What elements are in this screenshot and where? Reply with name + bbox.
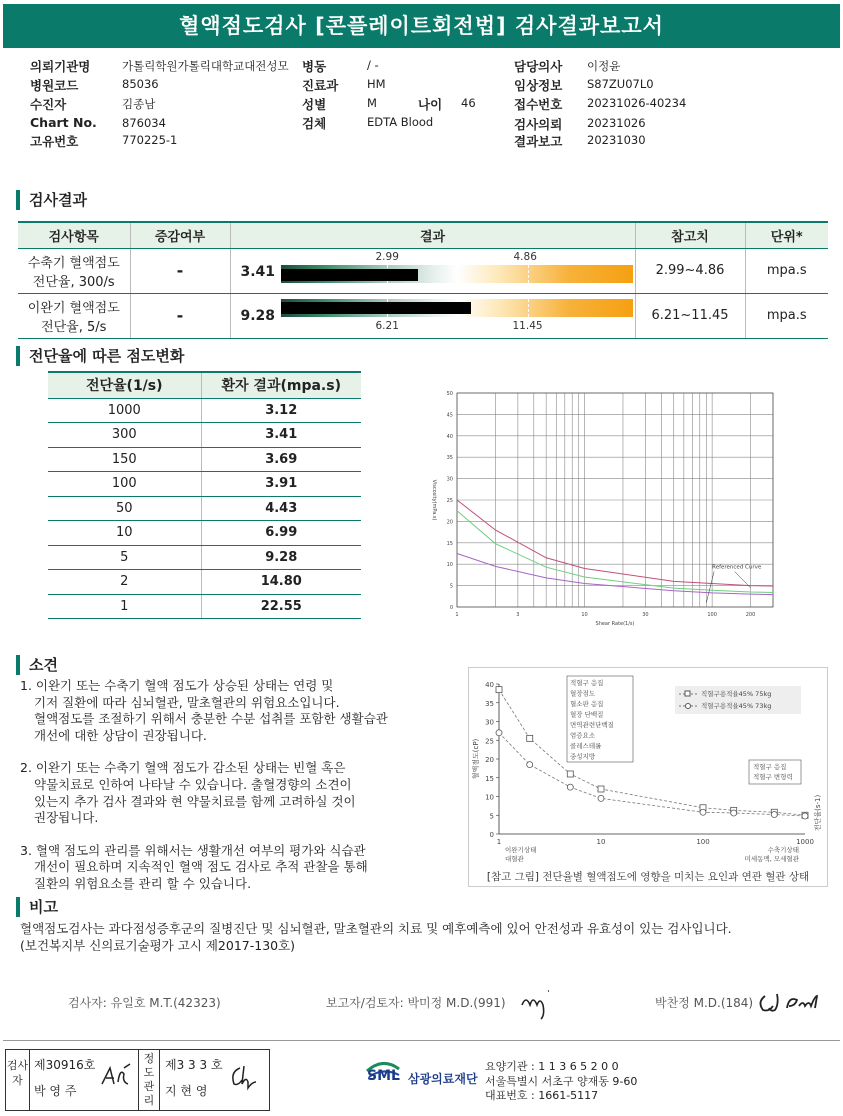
table-row	[48, 496, 361, 521]
item-name	[18, 293, 130, 338]
x-tick-label: 1	[455, 612, 459, 618]
table-row	[48, 570, 361, 595]
remark-line: 혈액점도검사는 과다점성증후군의 질병진단 및 심뇌혈관, 말초혈관의 치료 및 예후예측에 있어 안전성과 유효성이 있는 검사입니다.	[20, 921, 732, 936]
unique-label: 고유번호	[30, 134, 79, 149]
org-contact	[485, 1060, 637, 1104]
scale-low-label: 2.99	[375, 250, 399, 263]
opinion-item	[20, 678, 388, 744]
unit-cell: mpa.s	[745, 248, 828, 293]
shear-rate-cell: 150	[48, 447, 201, 472]
x-tick-label: 100	[696, 838, 710, 846]
clinical-label: 임상정보	[514, 78, 563, 93]
logo-text: SML	[367, 1068, 400, 1084]
receipt-value: 20231026-40234	[587, 96, 687, 110]
clinical-value: S87ZU07L0	[587, 77, 654, 91]
patient-result-cell: 22.55	[201, 594, 361, 619]
qc-label: 정도관리	[138, 1050, 160, 1110]
results-table	[18, 221, 828, 339]
shear-table	[48, 371, 361, 619]
patient-result-cell: 3.69	[201, 447, 361, 472]
age-label: 나이	[418, 97, 443, 112]
factor-item: 적혈구 응집	[570, 679, 604, 687]
x-tick-label: 200	[745, 612, 756, 618]
tester-name: 박 영 주	[34, 1084, 77, 1098]
y-tick-label: 25	[485, 737, 494, 746]
tester-license: 제30916호	[34, 1058, 96, 1072]
factor-item: 면역관련단백질	[570, 721, 614, 729]
table-row	[48, 521, 361, 546]
y-tick-label: 40	[446, 433, 453, 440]
legend-label: 적혈구용적율45% 73kg	[701, 702, 772, 710]
y-tick-label: 25	[446, 498, 453, 504]
license-box	[5, 1049, 270, 1111]
shear-rate-cell: 1	[48, 594, 201, 619]
data-point	[567, 771, 573, 777]
table-row	[48, 545, 361, 570]
result-bar-fill	[281, 269, 418, 281]
data-point	[771, 812, 777, 818]
phone-number: 대표번호 : 1661-5117	[485, 1089, 599, 1102]
patient-result-cell: 3.12	[201, 398, 361, 423]
table-row	[48, 398, 361, 423]
dept-value: HM	[367, 77, 386, 91]
x-right-label: 수축기상태	[767, 846, 799, 854]
flag-cell: -	[130, 248, 230, 293]
doctor-signature: 박찬정 M.D.(184)	[655, 996, 754, 1010]
right-factor-item: 적혈구 변형력	[753, 773, 793, 781]
specimen-value: EDTA Blood	[367, 115, 434, 129]
receipt-label: 접수번호	[514, 97, 563, 112]
opinion-line: 약물치료로 인하여 나타날 수 있습니다. 출혈경향의 소견이	[34, 776, 352, 792]
report-title: 혈액점도검사 [콘플레이트회전법] 검사결과보고서	[3, 4, 840, 48]
legend-marker	[685, 691, 690, 696]
sml-logo-icon	[363, 1057, 403, 1091]
hospital-label: 의뢰기관명	[30, 59, 91, 74]
unit-cell: mpa.s	[745, 293, 828, 338]
referenced-curve-label: Referenced Curve	[712, 564, 762, 571]
item-line: 수축기 혈액점도	[27, 255, 120, 271]
shear-rate-cell: 5	[48, 545, 201, 570]
specimen-label: 검체	[302, 116, 327, 131]
patient-result-cell: 3.41	[201, 423, 361, 448]
opinion-item	[20, 760, 388, 826]
patient-result-cell: 6.99	[201, 521, 361, 546]
y-tick-label: 5	[449, 583, 453, 590]
qc-name: 지 현 영	[165, 1084, 208, 1098]
x-axis-label: Shear Rate(1/s)	[595, 621, 635, 627]
table-row	[18, 248, 828, 293]
ref-cell: 2.99~4.86	[635, 248, 745, 293]
series-line	[457, 511, 773, 593]
right-factor-item: 적혈구 응집	[753, 763, 787, 771]
opinion-section-title: 소견	[16, 655, 58, 675]
y-tick-label: 10	[446, 562, 453, 569]
col-header-shear: 전단율(1/s)	[48, 372, 201, 398]
x-tick-label: 1	[496, 838, 502, 846]
y-axis-label: Viscosity(mPa.s)	[431, 479, 437, 521]
y-tick-label: 35	[485, 699, 494, 708]
doctor-label: 담당의사	[514, 59, 563, 74]
result-range-bar	[281, 299, 633, 317]
org-name: 삼광의료재단	[408, 1072, 478, 1086]
unique-value: 770225-1	[122, 133, 178, 147]
y-tick-label: 15	[446, 540, 453, 547]
y-tick-label: 50	[446, 391, 453, 397]
x-tick-label: 10	[596, 838, 606, 846]
stamp-signature	[98, 1060, 134, 1090]
dept-label: 진료과	[302, 78, 339, 93]
tester-label: 검사자	[6, 1050, 30, 1110]
data-point	[731, 810, 737, 816]
opinion-line: 2. 이완기 또는 수축기 혈액 점도가 감소된 상태는 빈혈 혹은	[20, 760, 346, 776]
remark-line: (보건복지부 신의료기술평가 고시 제2017-130호)	[20, 937, 296, 953]
factor-item: 혈장점도	[570, 689, 596, 698]
opinion-item	[20, 843, 388, 893]
opinion-line: 기저 질환에 따라 심뇌혈관, 말초혈관의 위험요소입니다.	[34, 694, 340, 710]
table-row	[48, 472, 361, 497]
factor-item: 염증요소	[570, 731, 596, 740]
table-row	[48, 447, 361, 472]
table-row	[48, 423, 361, 448]
data-point	[567, 784, 573, 790]
y-tick-label: 15	[485, 774, 494, 783]
data-point	[496, 730, 502, 736]
item-line: 이완기 혈액점도	[27, 300, 120, 316]
patient-label: 수진자	[30, 97, 67, 112]
report-date-value: 20231030	[587, 133, 646, 147]
result-cell	[230, 248, 635, 293]
patient-result-cell: 4.43	[201, 496, 361, 521]
scale-high-label: 4.86	[513, 250, 537, 263]
shear-rate-cell: 100	[48, 472, 201, 497]
x-tick-label: 100	[707, 612, 717, 618]
high-tick	[528, 265, 529, 283]
table-row	[48, 594, 361, 619]
opinion-text	[20, 678, 388, 909]
handwritten-signature	[518, 983, 558, 1019]
data-point	[496, 687, 502, 693]
code-label: 병원코드	[30, 78, 79, 93]
reference-chart	[469, 668, 827, 863]
chart-no-label: Chart No.	[30, 115, 97, 130]
shear-section-title: 전단율에 따른 점도변화	[16, 346, 184, 366]
opinion-line: 혈액점도를 조절하기 위해서 충분한 수분 섭취를 포함한 생활습관	[34, 711, 388, 727]
col-header-unit: 단위*	[745, 222, 828, 248]
footer-divider	[3, 1040, 840, 1041]
handwritten-signature	[755, 988, 825, 1016]
x-tick-label: 1000	[796, 838, 814, 846]
x-tick-label: 30	[642, 612, 649, 618]
y-tick-label: 0	[449, 605, 453, 611]
viscosity-curve-chart	[425, 385, 785, 635]
scale-high-label: 11.45	[512, 319, 543, 332]
y-axis-label: 혈액점도(cP)	[472, 738, 480, 780]
series-line	[457, 554, 773, 595]
hospital-value: 가톨릭학원가톨릭대학교대전성모	[122, 59, 289, 73]
opinion-line: 있는지 추가 검사 결과와 현 약물치료를 함께 고려하실 것이	[34, 793, 356, 809]
stamp-signature	[228, 1062, 266, 1090]
address: 서울특별시 서초구 양재동 9-60	[485, 1074, 638, 1088]
scale-low-label: 6.21	[375, 319, 399, 332]
shear-rate-cell: 50	[48, 496, 201, 521]
shear-rate-cell: 10	[48, 521, 201, 546]
x-tick-label: 10	[581, 612, 588, 618]
ward-value: / -	[367, 58, 379, 72]
table-row	[18, 293, 828, 338]
factor-item: 혈소판 응집	[570, 700, 604, 708]
y-tick-label: 20	[446, 519, 453, 526]
sex-value: M	[367, 96, 377, 110]
high-tick	[528, 299, 529, 317]
factor-item: 혈장 단백질	[570, 710, 604, 719]
y-tick-label: 40	[485, 681, 494, 689]
shear-rate-cell: 1000	[48, 398, 201, 423]
result-cell	[230, 293, 635, 338]
x-left-label: 이완기상태	[505, 846, 537, 854]
result-bar-fill	[281, 302, 471, 314]
data-point	[802, 813, 808, 819]
factor-item: 중성지방	[570, 752, 596, 761]
col-header-item: 검사항목	[18, 222, 130, 248]
shear-rate-cell: 2	[48, 570, 201, 595]
qc-license: 제3 3 3 호	[165, 1058, 223, 1072]
figure-caption: [참고 그림] 전단율별 혈액점도에 영향을 미치는 요인과 연관 혈관 상태	[486, 871, 810, 883]
y-tick-label: 10	[485, 793, 494, 802]
opinion-line: 1. 이완기 또는 수축기 혈액 점도가 상승된 상태는 연령 및	[20, 678, 334, 693]
factor-item: 콜레스테롤	[570, 742, 602, 750]
item-name	[18, 248, 130, 293]
y-tick-label: 35	[446, 455, 453, 462]
col-header-patient: 환자 결과(mpa.s)	[201, 372, 361, 398]
data-point	[527, 762, 533, 768]
legend-label: 직혈구용적율45% 75kg	[701, 690, 772, 698]
code-value: 85036	[122, 77, 159, 91]
age-value: 46	[461, 96, 476, 110]
y-axis-label-right: 전단율(s-1)	[814, 794, 822, 832]
ref-cell: 6.21~11.45	[635, 293, 745, 338]
patient-value: 김종남	[122, 97, 156, 111]
reference-figure	[468, 667, 828, 887]
opinion-line: 3. 혈액 점도의 관리를 위해서는 생활개선 여부의 평가와 식습관	[20, 842, 366, 858]
ward-label: 병동	[302, 59, 327, 74]
opinion-line: 질환의 위험요소를 관리 할 수 있습니다.	[34, 875, 252, 891]
annotation-line	[706, 571, 714, 602]
shear-rate-cell: 300	[48, 423, 201, 448]
opinion-line: 권장됩니다.	[34, 810, 99, 826]
data-point	[527, 735, 533, 741]
request-value: 20231026	[587, 116, 646, 130]
y-tick-label: 45	[446, 412, 453, 419]
remark-section-title: 비고	[16, 897, 58, 917]
patient-result-cell: 3.91	[201, 472, 361, 497]
request-label: 검사의뢰	[514, 117, 563, 132]
remark-text	[20, 921, 732, 954]
item-line: 전단율, 5/s	[41, 319, 107, 335]
data-point	[598, 786, 604, 792]
y-tick-label: 30	[446, 476, 453, 483]
y-tick-label: 30	[485, 718, 494, 727]
y-tick-label: 20	[485, 756, 494, 764]
col-header-ref: 참고치	[635, 222, 745, 248]
opinion-line: 개선이 필요하며 지속적인 혈액 점도 검사로 추적 관찰을 통해	[34, 859, 368, 875]
x-tick-label: 3	[516, 612, 520, 618]
col-header-result: 결과	[230, 222, 635, 248]
legend-marker	[686, 704, 691, 709]
doctor-value: 이정윤	[587, 59, 621, 73]
item-line: 전단율, 300/s	[32, 274, 115, 290]
result-range-bar	[281, 265, 633, 283]
flag-cell: -	[130, 293, 230, 338]
patient-result-cell: 9.28	[201, 545, 361, 570]
col-header-flag: 증감여부	[130, 222, 230, 248]
result-value: 3.41	[240, 263, 276, 280]
y-tick-label: 5	[489, 812, 494, 821]
data-point	[598, 795, 604, 801]
tester-signature: 검사자: 유일호 M.T.(42323)	[68, 996, 221, 1010]
chart-no-value: 876034	[122, 116, 166, 130]
result-value: 9.28	[240, 307, 276, 324]
reporter-signature: 보고자/검토자: 박미정 M.D.(991)	[326, 996, 506, 1010]
data-point	[700, 809, 706, 815]
opinion-line: 개선에 대한 상담이 권장됩니다.	[34, 727, 207, 743]
agency-number: 요양기관 : 1 1 3 6 5 2 0 0	[485, 1060, 619, 1073]
results-section-title: 검사결과	[16, 190, 87, 210]
sex-label: 성별	[302, 97, 327, 112]
y-tick-label: 0	[489, 831, 494, 839]
patient-result-cell: 14.80	[201, 570, 361, 595]
x-left-label: 대혈관	[505, 855, 524, 863]
x-right-label: 미세동맥, 모세혈관	[744, 855, 799, 863]
report-date-label: 결과보고	[514, 134, 563, 149]
